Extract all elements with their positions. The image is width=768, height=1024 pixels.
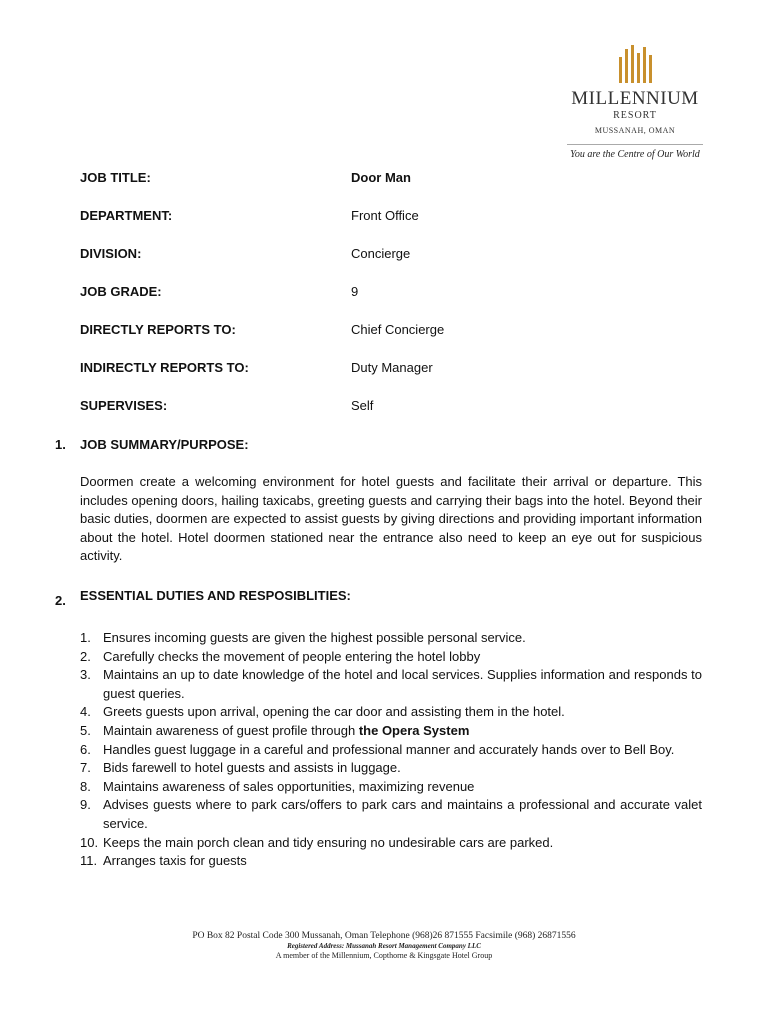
field-job-grade [80,284,700,322]
field-value: Chief Concierge [351,322,445,337]
logo-divider [567,144,703,145]
page-footer [0,931,768,961]
section-title: ESSENTIAL DUTIES AND RESPOSIBLITIES: [80,588,351,603]
item-text: Maintains awareness of sales opportunities, maximizing revenue [103,778,475,794]
section-number: 2. [55,593,66,608]
field-indirectly-reports [80,360,700,398]
item-number: 11. [80,853,98,869]
item-number: 1. [80,630,91,645]
field-label: JOB GRADE: [80,284,162,299]
list-item [80,703,702,722]
field-division [80,246,700,284]
section-number: 1. [55,437,66,452]
company-logo [565,45,705,160]
list-item [80,852,702,871]
field-job-title [80,170,700,208]
job-summary-text: Doormen create a welcoming environment for hotel guests and facilitate their arrival or departure. This includes opening doors, hailing taxicabs, greeting guests and carrying their bags into the hotel. Beyond their basic duties, doormen are expected to assist guests by giving directions and providing important information about the hotel. Hotel doormen stationed near the entrance also need to keep an eye out for suspicious activity. [80,474,702,564]
item-number: 6. [80,741,91,757]
item-number: 10. [80,834,99,850]
list-item [80,648,702,667]
item-number: 4. [80,704,91,720]
brand-sub: RESORT [613,110,657,121]
field-department [80,208,700,246]
item-text-bold: the Opera System [358,722,470,738]
item-number: 7. [80,760,91,776]
list-item [80,759,702,778]
job-info-fields [80,170,700,436]
list-item [80,722,702,741]
field-label: DIRECTLY REPORTS TO: [80,322,236,337]
item-number: 3. [80,667,91,683]
item-number: 9. [80,797,91,813]
item-text: Arranges taxis for guests [103,853,247,869]
field-value: Concierge [351,246,411,261]
list-item [80,666,702,703]
item-text: Keeps the main porch clean and tidy ensuring no undesirable cars are parked. [103,834,554,850]
field-value: Duty Manager [351,360,433,375]
field-value: Front Office [351,208,419,223]
item-text: Handles guest luggage in a careful and professional manner and accurately hands over to Bell Boy. [103,741,675,757]
list-item [80,796,702,833]
brand-tagline: You are the Centre of Our World [570,149,700,160]
field-label: DEPARTMENT: [80,208,173,223]
item-text: Greets guests upon arrival, opening the car door and assisting them in the hotel. [103,704,565,720]
field-supervises [80,398,700,436]
duties-list [80,629,702,871]
item-text: Maintains an up to date knowledge of the hotel and local services. Supplies information and responds to guest queries. [103,667,702,701]
field-label: SUPERVISES: [80,398,168,413]
brand-name: MILLENNIUM [571,88,699,109]
millennium-mark-icon [565,45,705,83]
list-item [80,778,702,797]
item-number: 8. [80,778,91,794]
footer-registered-address: Registered Address: Mussanah Resort Management Company LLC [287,942,481,950]
item-text: Bids farewell to hotel guests and assists in luggage. [103,760,401,776]
footer-contact: PO Box 82 Postal Code 300 Mussanah, Oman Telephone (968)26 871555 Facsimile (968) 26871556 [192,931,576,941]
field-label: JOB TITLE: [80,170,151,185]
item-text: Carefully checks the movement of people entering the hotel lobby [103,648,481,664]
field-value: 9 [351,284,359,299]
item-text: Ensures incoming guests are given the highest possible personal service. [103,630,526,645]
brand-location: MUSSANAH, OMAN [594,126,676,135]
item-text: Advises guests where to park cars/offers to park cars and maintains a professional and accurate valet service. [103,797,702,831]
field-directly-reports [80,322,700,360]
item-text: Maintain awareness of guest profile through [103,722,359,738]
list-item [80,741,702,760]
field-value: Door Man [351,170,411,185]
field-label: INDIRECTLY REPORTS TO: [80,360,249,375]
list-item [80,629,702,648]
section-title: JOB SUMMARY/PURPOSE: [80,437,249,452]
footer-group: A member of the Millennium, Copthorne & Kingsgate Hotel Group [275,951,493,960]
field-label: DIVISION: [80,246,142,261]
item-number: 2. [80,648,91,664]
item-number: 5. [80,722,91,738]
list-item [80,834,702,853]
field-value: Self [351,398,374,413]
